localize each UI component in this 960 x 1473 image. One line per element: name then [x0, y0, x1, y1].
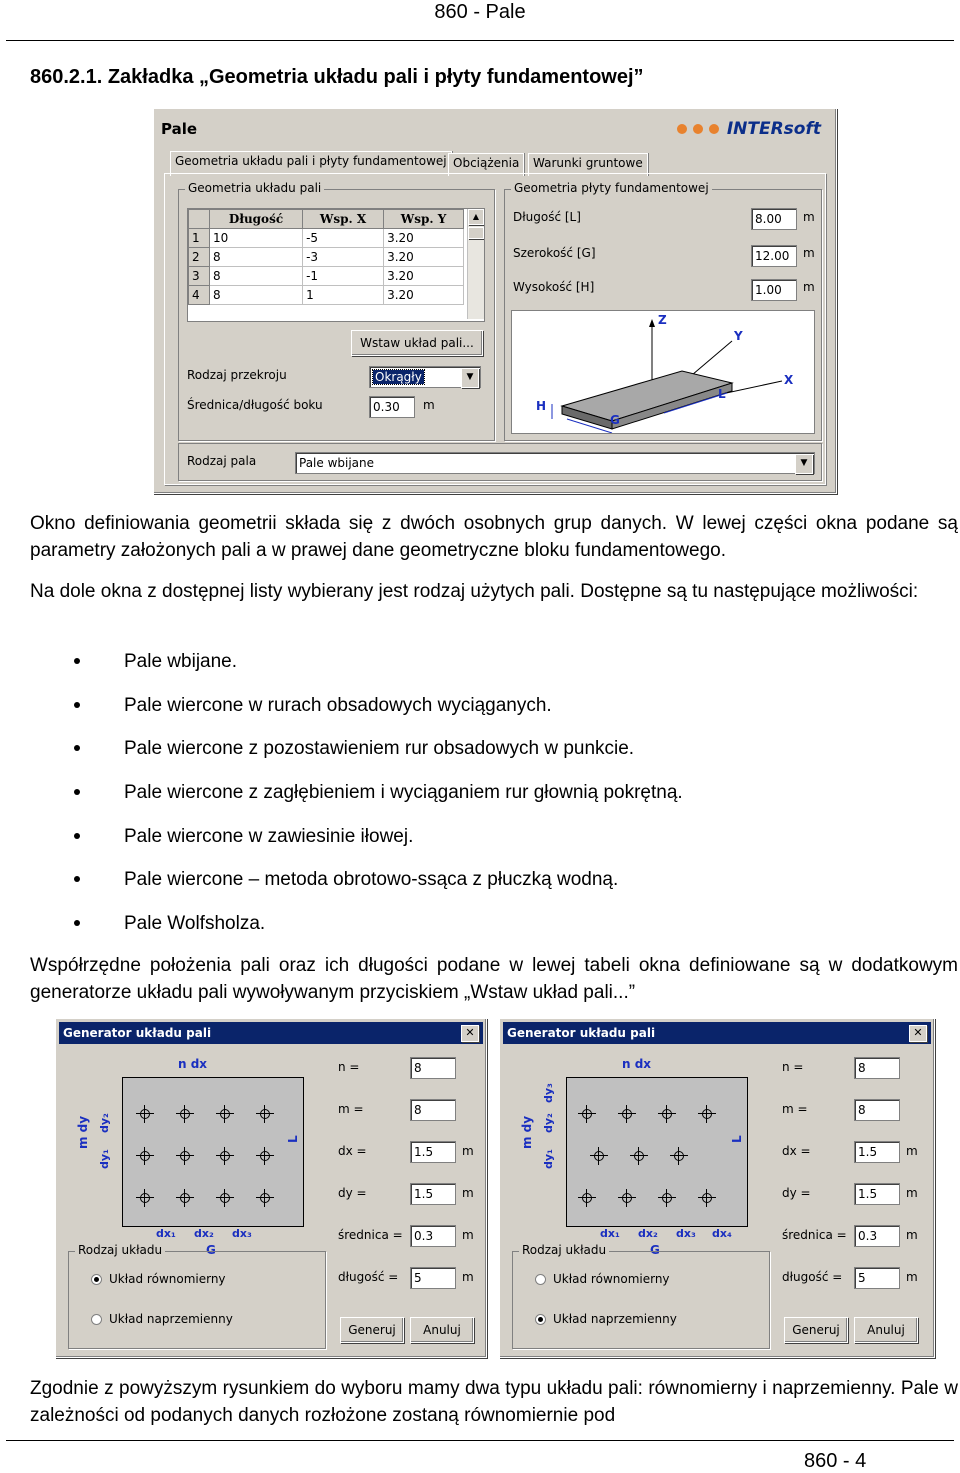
cell-y[interactable]: 3.20	[384, 229, 464, 248]
generator-dialog-uniform	[55, 1018, 487, 1358]
diameter-label: Średnica/długość boku	[187, 398, 323, 412]
unit-label: m	[462, 1270, 474, 1284]
dim-h-label: H	[536, 399, 547, 413]
row-number: 4	[189, 286, 210, 305]
insert-layout-button[interactable]: Wstaw układ pali...	[351, 330, 483, 356]
width-input[interactable]: 12.00	[751, 245, 797, 267]
pile-type-value: Pale wbijane	[299, 456, 375, 470]
dim-mdy-label: m dy	[76, 1115, 90, 1149]
plate-sketch	[511, 310, 815, 434]
param-m-label: m =	[338, 1102, 364, 1116]
pile-icon	[592, 1149, 606, 1163]
unit-label: m	[906, 1186, 918, 1200]
pile-icon	[580, 1191, 594, 1205]
dim-l-label: L	[286, 1135, 300, 1143]
group-label: Rodzaj układu	[75, 1243, 165, 1257]
length-label: Długość [L]	[513, 210, 581, 224]
dropdown-arrow-icon[interactable]: ▼	[461, 368, 479, 388]
param-dy-input[interactable]: 1.5	[854, 1183, 900, 1205]
bullet-icon	[74, 920, 80, 926]
brand-dot-icon	[709, 124, 719, 134]
cell-length[interactable]: 8	[210, 286, 303, 305]
generator-title: Generator układu pali	[507, 1026, 656, 1040]
pile-type-label: Rodzaj pala	[187, 454, 257, 468]
cell-y[interactable]: 3.20	[384, 286, 464, 305]
brand-logo	[677, 112, 821, 146]
cell-y[interactable]: 3.20	[384, 248, 464, 267]
param-dx-input[interactable]: 1.5	[854, 1141, 900, 1163]
dim-l-label: L	[718, 387, 726, 401]
unit-label: m	[906, 1144, 918, 1158]
dim-dy3-label: dy₃	[542, 1083, 555, 1103]
list-item-text: Pale wiercone – metoda obrotowo-ssąca z płuczką wodną.	[124, 869, 619, 890]
col-header[interactable]: Wsp. Y	[384, 210, 464, 229]
generator-titlebar	[503, 1022, 931, 1044]
brand-dot-icon	[677, 124, 687, 134]
close-icon[interactable]: ✕	[909, 1025, 927, 1042]
height-input[interactable]: 1.00	[751, 279, 797, 301]
list-item	[74, 781, 683, 805]
pile-icon	[178, 1191, 192, 1205]
pile-icon	[138, 1107, 152, 1121]
footer-rule	[6, 1440, 954, 1441]
unit-label: m	[906, 1228, 918, 1242]
pile-type-select[interactable]	[295, 452, 815, 474]
cell-x[interactable]: -1	[303, 267, 384, 286]
paragraph: Zgodnie z powyższym rysunkiem do wyboru mamy dwa typu układu pali: równomierny i naprzemienny. Pale w zależności od podanych danych rozłożone zostaną równomiernie pod	[30, 1378, 958, 1426]
option-uniform-label: Układ równomierny	[109, 1272, 226, 1286]
param-d-label: średnica =	[338, 1228, 403, 1242]
param-len-input[interactable]: 5	[854, 1267, 900, 1289]
group-label: Geometria układu pali	[185, 181, 324, 195]
param-n-input[interactable]: 8	[854, 1057, 900, 1079]
dim-dy2-label: dy₂	[542, 1113, 555, 1133]
bullet-icon	[74, 745, 80, 751]
list-item	[74, 650, 237, 674]
main-dialog-titlebar	[157, 112, 833, 146]
unit-label: m	[462, 1228, 474, 1242]
table-row[interactable]	[189, 248, 464, 267]
pile-icon	[700, 1107, 714, 1121]
layout-type-group	[68, 1243, 326, 1349]
param-m-input[interactable]: 8	[410, 1099, 456, 1121]
pile-icon	[218, 1149, 232, 1163]
dim-dy1-label: dy₁	[98, 1149, 111, 1169]
pile-icon	[218, 1107, 232, 1121]
dim-dx4-label: dx₄	[712, 1227, 732, 1240]
list-item-text: Pale wiercone w rurach obsadowych wyciąganych.	[124, 695, 552, 716]
pile-type-group	[178, 443, 822, 481]
param-n-input[interactable]: 8	[410, 1057, 456, 1079]
pile-icon	[660, 1191, 674, 1205]
unit-label: m	[423, 398, 435, 412]
tab-label: Geometria układu pali i płyty fundamentowej	[175, 154, 447, 168]
pile-icon	[178, 1107, 192, 1121]
width-label: Szerokość [G]	[513, 246, 596, 260]
cancel-button[interactable]: Anuluj	[854, 1317, 918, 1343]
cell-x[interactable]: -3	[303, 248, 384, 267]
bullet-icon	[74, 876, 80, 882]
cell-length[interactable]: 8	[210, 267, 303, 286]
pile-icon	[178, 1149, 192, 1163]
dim-dy1-label: dy₁	[542, 1149, 555, 1169]
piles-table[interactable]	[187, 208, 485, 322]
list-item	[74, 825, 413, 849]
bullet-icon	[74, 702, 80, 708]
cancel-button[interactable]: Anuluj	[410, 1317, 474, 1343]
param-dx-label: dx =	[338, 1144, 367, 1158]
generate-button[interactable]: Generuj	[784, 1317, 848, 1343]
pile-icon	[218, 1191, 232, 1205]
list-item-text: Pale wbijane.	[124, 651, 238, 672]
group-label: Rodzaj układu	[519, 1243, 609, 1257]
scroll-thumb[interactable]	[468, 227, 484, 239]
dim-ndx-label: n dx	[178, 1057, 208, 1071]
option-alternating-label: Układ naprzemienny	[553, 1312, 677, 1326]
axis-z-label: Z	[658, 313, 667, 327]
pile-icon	[620, 1191, 634, 1205]
dim-g-label: G	[610, 413, 620, 427]
cell-x[interactable]: -5	[303, 229, 384, 248]
header-rule	[6, 40, 954, 41]
pile-icon	[258, 1107, 272, 1121]
dim-l-label: L	[730, 1135, 744, 1143]
pile-icon	[672, 1149, 686, 1163]
layout-sketch	[506, 1049, 774, 1259]
param-len-input[interactable]: 5	[410, 1267, 456, 1289]
table-row[interactable]	[189, 267, 464, 286]
dim-dx1-label: dx₁	[156, 1227, 176, 1240]
unit-label: m	[803, 210, 815, 224]
pile-icon	[632, 1149, 646, 1163]
close-icon[interactable]: ✕	[461, 1025, 479, 1042]
param-n-label: n =	[338, 1060, 360, 1074]
page-header: 860 - Pale	[434, 1, 526, 23]
dim-dx3-label: dx₃	[232, 1227, 252, 1240]
unit-label: m	[462, 1186, 474, 1200]
unit-label: m	[803, 280, 815, 294]
pile-icon	[660, 1107, 674, 1121]
bullet-icon	[74, 658, 80, 664]
dim-dx3-label: dx₃	[676, 1227, 696, 1240]
table-row[interactable]	[189, 229, 464, 248]
paragraph: Na dole okna z dostępnej listy wybierany jest rodzaj użytych pali. Dostępne są tu następujące możliwości:	[30, 581, 919, 602]
list-item-text: Pale wiercone w zawiesinie iłowej.	[124, 826, 414, 847]
list-item-text: Pale wiercone z zagłębieniem i wyciąganiem rur głownią pokrętną.	[124, 782, 683, 803]
row-number: 1	[189, 229, 210, 248]
generator-titlebar	[59, 1022, 483, 1044]
param-m-input[interactable]: 8	[854, 1099, 900, 1121]
bullet-icon	[74, 833, 80, 839]
list-item	[74, 694, 552, 718]
row-number: 2	[189, 248, 210, 267]
pile-geometry-group	[178, 181, 495, 441]
page-number: 860 - 4	[804, 1450, 867, 1472]
section-type-value: Okrągły	[375, 370, 422, 384]
brand-name: INTERsoft	[726, 119, 821, 139]
col-header[interactable]: Długość	[210, 210, 303, 229]
axis-y-label: Y	[734, 329, 743, 343]
option-uniform-label: Układ równomierny	[553, 1272, 670, 1286]
length-input[interactable]: 8.00	[751, 208, 797, 230]
cell-x[interactable]: 1	[303, 286, 384, 305]
section-title: 860.2.1. Zakładka „Geometria układu pali i płyty fundamentowej”	[30, 66, 644, 88]
radio-alternating[interactable]	[91, 1314, 102, 1325]
param-d-input[interactable]: 0.3	[854, 1225, 900, 1247]
height-label: Wysokość [H]	[513, 280, 595, 294]
param-dx-label: dx =	[782, 1144, 811, 1158]
generator-title: Generator układu pali	[63, 1026, 212, 1040]
pile-icon	[700, 1191, 714, 1205]
section-type-select[interactable]	[369, 366, 481, 388]
radio-uniform[interactable]	[91, 1274, 102, 1285]
pile-icon	[258, 1149, 272, 1163]
col-header[interactable]: Wsp. X	[303, 210, 384, 229]
radio-uniform[interactable]	[535, 1274, 546, 1285]
dropdown-arrow-icon[interactable]: ▼	[795, 454, 813, 474]
cell-length[interactable]: 8	[210, 248, 303, 267]
pile-icon	[138, 1149, 152, 1163]
dim-dy2-label: dy₂	[98, 1113, 111, 1133]
row-number: 3	[189, 267, 210, 286]
pile-icon	[620, 1107, 634, 1121]
param-dx-input[interactable]: 1.5	[410, 1141, 456, 1163]
pile-icon	[258, 1191, 272, 1205]
unit-label: m	[906, 1270, 918, 1284]
section-type-label: Rodzaj przekroju	[187, 368, 287, 382]
layout-sketch	[62, 1049, 330, 1259]
cell-y[interactable]: 3.20	[384, 267, 464, 286]
list-item-text: Pale wiercone z pozostawieniem rur obsadowych w punkcie.	[124, 738, 635, 759]
radio-alternating[interactable]	[535, 1314, 546, 1325]
table-header-row	[189, 210, 464, 229]
param-d-input[interactable]: 0.3	[410, 1225, 456, 1247]
tab-label: Obciążenia	[453, 156, 520, 170]
bullet-icon	[74, 789, 80, 795]
param-n-label: n =	[782, 1060, 804, 1074]
plate-geometry-group	[504, 181, 822, 441]
paragraph: Okno definiowania geometrii składa się z dwóch osobnych grup danych. W lewej części okna podane są parametry założonych pali a w prawej dane geometryczne bloku fundamentowego.	[30, 513, 958, 561]
scroll-up-icon[interactable]: ▲	[468, 209, 484, 225]
cell-length[interactable]: 10	[210, 229, 303, 248]
main-dialog-title: Pale	[161, 120, 198, 138]
param-len-label: długość =	[782, 1270, 843, 1284]
list-item	[74, 912, 265, 936]
param-m-label: m =	[782, 1102, 808, 1116]
pile-icon	[138, 1191, 152, 1205]
axis-x-label: X	[784, 373, 794, 387]
dim-dx2-label: dx₂	[194, 1227, 214, 1240]
param-dy-label: dy =	[782, 1186, 811, 1200]
dim-dx1-label: dx₁	[600, 1227, 620, 1240]
param-dy-label: dy =	[338, 1186, 367, 1200]
tab-label: Warunki gruntowe	[533, 156, 643, 170]
main-dialog	[153, 108, 837, 494]
generator-dialog-alternating	[499, 1018, 935, 1358]
generate-button[interactable]: Generuj	[340, 1317, 404, 1343]
group-label: Geometria płyty fundamentowej	[511, 181, 712, 195]
option-alternating-label: Układ naprzemienny	[109, 1312, 233, 1326]
dim-g-label: G	[206, 1243, 216, 1257]
unit-label: m	[803, 246, 815, 260]
diameter-input[interactable]: 0.30	[369, 396, 415, 418]
brand-dot-icon	[693, 124, 703, 134]
paragraph: Współrzędne położenia pali oraz ich długości podane w lewej tabeli okna definiowane są w dodatkowym generatorze układu pali wywoływanym przyciskiem „Wstaw układ pali...”	[30, 955, 958, 1003]
table-scrollbar[interactable]	[467, 209, 484, 319]
corner-cell	[189, 210, 210, 229]
list-item	[74, 737, 634, 761]
list-item-text: Pale Wolfsholza.	[124, 913, 266, 934]
dim-g-label: G	[650, 1243, 660, 1257]
param-d-label: średnica =	[782, 1228, 847, 1242]
table-row[interactable]	[189, 286, 464, 305]
param-len-label: długość =	[338, 1270, 399, 1284]
plate-diagram-icon	[512, 311, 814, 433]
dim-dx2-label: dx₂	[638, 1227, 658, 1240]
layout-type-group	[512, 1243, 770, 1349]
dim-mdy-label: m dy	[520, 1115, 534, 1149]
pile-icon	[580, 1107, 594, 1121]
param-dy-input[interactable]: 1.5	[410, 1183, 456, 1205]
dim-ndx-label: n dx	[622, 1057, 652, 1071]
list-item	[74, 868, 618, 892]
unit-label: m	[462, 1144, 474, 1158]
